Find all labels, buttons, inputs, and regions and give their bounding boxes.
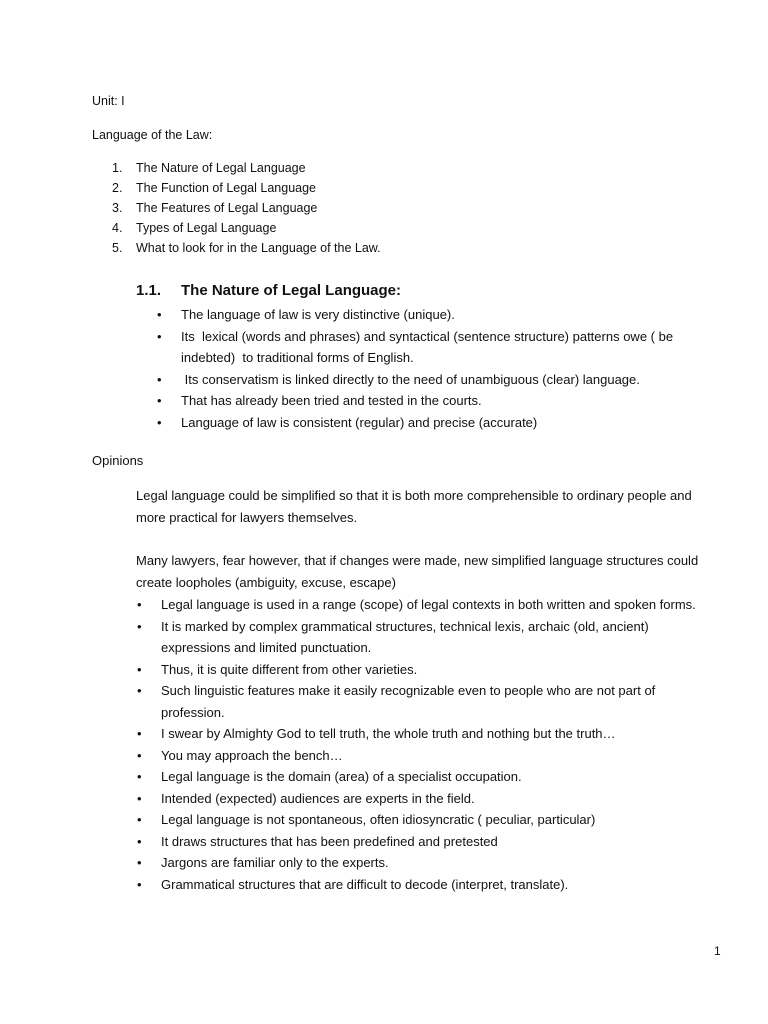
toc-item-number: 1. — [112, 161, 123, 175]
list-item-text: Its lexical (words and phrases) and syntactical (sentence structure) patterns owe ( be indebted) to traditional forms of English. — [181, 328, 677, 365]
list-item-text: Its conservatism is linked directly to the need of unambiguous (clear) language. — [181, 371, 640, 387]
list-item-text: It is marked by complex grammatical structures, technical lexis, archaic (old, ancient) expressions and limited punctuation. — [161, 618, 649, 655]
list-item — [137, 852, 721, 874]
section-heading-title: The Nature of Legal Language: — [181, 282, 402, 299]
list-item-text: Jargons are familiar only to the experts. — [161, 855, 389, 870]
table-of-contents — [112, 160, 381, 260]
list-item-text: Legal language is not spontaneous, often idiosyncratic ( peculiar, particular) — [161, 812, 596, 827]
opinions-bullet-list — [137, 594, 721, 895]
list-item-text: Intended (expected) audiences are experts in the field. — [161, 790, 475, 806]
bullet-icon: • — [137, 726, 142, 741]
list-item — [137, 616, 721, 659]
opinions-paragraph: Many lawyers, fear however, that if changes were made, new simplified language structures could create loopholes (ambiguity, excuse, escape) — [136, 553, 699, 590]
bullet-icon: • — [157, 328, 162, 344]
page-number: 1 — [714, 944, 721, 958]
list-item — [157, 304, 721, 326]
bullet-icon: • — [157, 393, 162, 408]
list-item-text: Grammatical structures that are difficult to decode (interpret, translate). — [161, 876, 569, 892]
bullet-icon: • — [137, 747, 142, 763]
section-heading-number: 1.1. — [136, 282, 162, 299]
toc-item-number: 2. — [112, 181, 123, 195]
bullet-icon: • — [157, 307, 162, 322]
opinions-heading: Opinions — [92, 453, 144, 468]
bullet-icon: • — [157, 414, 162, 430]
list-item — [157, 412, 721, 434]
nature-bullet-list — [157, 304, 721, 433]
bullet-icon: • — [137, 855, 142, 870]
section-title: Language of the Law: — [92, 128, 213, 142]
list-item — [137, 659, 721, 681]
list-item — [137, 745, 721, 767]
opinions-paragraph: Legal language could be simplified so that it is both more comprehensible to ordinary people and more practical for lawyers themselves. — [136, 488, 692, 525]
list-item — [137, 680, 721, 723]
bullet-icon: • — [137, 661, 142, 677]
bullet-icon: • — [137, 769, 142, 784]
toc-item-label: The Nature of Legal Language — [136, 161, 306, 175]
toc-item — [112, 160, 381, 180]
list-item — [137, 809, 721, 831]
bullet-icon: • — [137, 876, 142, 892]
list-item-text: It draws structures that has been predefined and pretested — [161, 833, 498, 849]
list-item-text: I swear by Almighty God to tell truth, the whole truth and nothing but the truth… — [161, 726, 616, 741]
toc-item — [112, 180, 381, 200]
list-item-text: The language of law is very distinctive (unique). — [181, 307, 455, 322]
toc-item-label: What to look for in the Language of the Law. — [136, 241, 381, 255]
toc-item-number: 4. — [112, 221, 123, 235]
list-item-text: Thus, it is quite different from other varieties. — [161, 661, 418, 677]
list-item — [137, 594, 721, 616]
list-item — [157, 326, 721, 369]
list-item — [137, 831, 721, 853]
bullet-icon: • — [137, 597, 142, 612]
toc-item — [112, 220, 381, 240]
unit-label: Unit: I — [92, 94, 125, 108]
toc-item — [112, 240, 381, 260]
toc-item-label: The Function of Legal Language — [136, 181, 316, 195]
bullet-icon: • — [137, 618, 142, 634]
section-heading — [136, 282, 401, 299]
list-item — [137, 723, 721, 745]
list-item-text: Such linguistic features make it easily recognizable even to people who are not part of profession. — [161, 683, 656, 720]
list-item — [137, 874, 721, 896]
bullet-icon: • — [137, 790, 142, 806]
list-item — [157, 369, 721, 391]
list-item-text: Language of law is consistent (regular) and precise (accurate) — [181, 414, 538, 430]
list-item-text: You may approach the bench… — [161, 747, 343, 763]
toc-item-number: 3. — [112, 201, 123, 215]
list-item-text: That has already been tried and tested in the courts. — [181, 393, 482, 408]
toc-item-label: The Features of Legal Language — [136, 201, 318, 215]
bullet-icon: • — [137, 683, 142, 698]
bullet-icon: • — [137, 833, 142, 849]
bullet-icon: • — [137, 812, 142, 827]
list-item-text: Legal language is used in a range (scope) of legal contexts in both written and spoken forms. — [161, 597, 696, 612]
toc-item-number: 5. — [112, 241, 123, 255]
list-item — [157, 390, 721, 412]
toc-item — [112, 200, 381, 220]
bullet-icon: • — [157, 371, 162, 387]
list-item — [137, 766, 721, 788]
list-item — [137, 788, 721, 810]
list-item-text: Legal language is the domain (area) of a specialist occupation. — [161, 769, 522, 784]
toc-item-label: Types of Legal Language — [136, 221, 277, 235]
